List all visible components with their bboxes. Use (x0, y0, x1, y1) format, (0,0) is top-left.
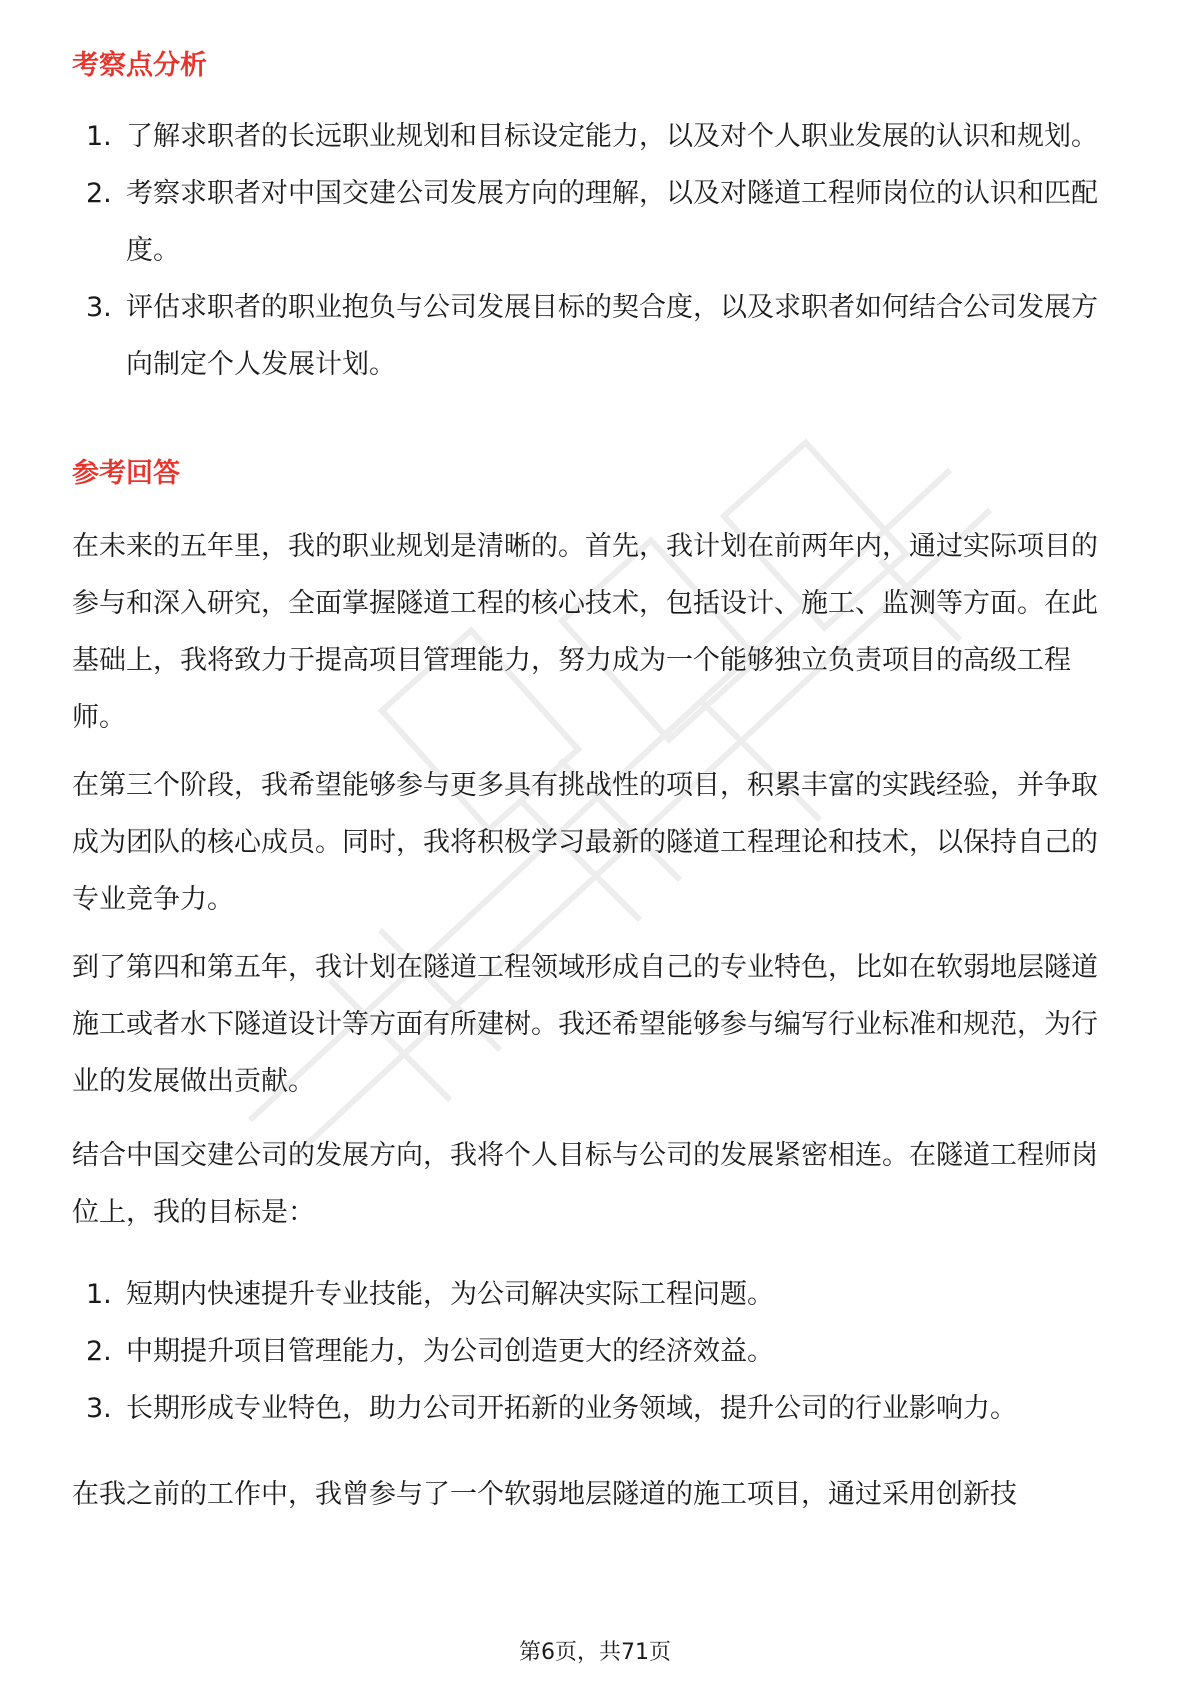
list-text: 考察求职者对中国交建公司发展方向的理解，以及对隧道工程师岗位的认识和匹配度。 (126, 178, 1098, 266)
list-item (72, 108, 1120, 165)
section-heading-analysis: 考察点分析 (72, 50, 207, 81)
list-text: 中期提升项目管理能力，为公司创造更大的经济效益。 (126, 1336, 774, 1367)
list-text: 了解求职者的长远职业规划和目标设定能力，以及对个人职业发展的认识和规划。 (126, 121, 1098, 152)
answer-paragraph: 在未来的五年里，我的职业规划是清晰的。首先，我计划在前两年内，通过实际项目的参与和深入研究，全面掌握隧道工程的核心技术，包括设计、施工、监测等方面。在此基础上，我将致力于提高项目管理能力，努力成为一个能够独立负责项目的高级工程师。 (72, 531, 1098, 733)
list-item (72, 1266, 1120, 1323)
list-number: 2. (86, 178, 112, 209)
section-heading-reference-answer: 参考回答 (72, 458, 180, 489)
list-item (72, 279, 1120, 393)
page-number-footer: 第6页，共71页 (519, 1640, 671, 1665)
list-item (72, 165, 1120, 279)
goals-list (72, 1266, 1120, 1437)
analysis-list (72, 108, 1120, 393)
list-text: 长期形成专业特色，助力公司开拓新的业务领域，提升公司的行业影响力。 (126, 1393, 1017, 1424)
list-number: 1. (86, 1279, 112, 1310)
answer-paragraph: 在第三个阶段，我希望能够参与更多具有挑战性的项目，积累丰富的实践经验，并争取成为团队的核心成员。同时，我将积极学习最新的隧道工程理论和技术，以保持自己的专业竞争力。 (72, 770, 1098, 915)
list-number: 3. (86, 292, 112, 323)
list-number: 2. (86, 1336, 112, 1367)
list-number: 3. (86, 1393, 112, 1424)
list-item (72, 1323, 1120, 1380)
answer-paragraph-continued: 在我之前的工作中，我曾参与了一个软弱地层隧道的施工项目，通过采用创新技 (72, 1479, 1017, 1510)
answer-paragraph: 结合中国交建公司的发展方向，我将个人目标与公司的发展紧密相连。在隧道工程师岗位上，我的目标是： (72, 1140, 1098, 1228)
list-number: 1. (86, 121, 112, 152)
list-item (72, 1380, 1120, 1437)
list-text: 短期内快速提升专业技能，为公司解决实际工程问题。 (126, 1279, 774, 1310)
answer-paragraph: 到了第四和第五年，我计划在隧道工程领域形成自己的专业特色，比如在软弱地层隧道施工或者水下隧道设计等方面有所建树。我还希望能够参与编写行业标准和规范，为行业的发展做出贡献。 (72, 952, 1098, 1097)
list-text: 评估求职者的职业抱负与公司发展目标的契合度，以及求职者如何结合公司发展方向制定个人发展计划。 (126, 292, 1098, 380)
